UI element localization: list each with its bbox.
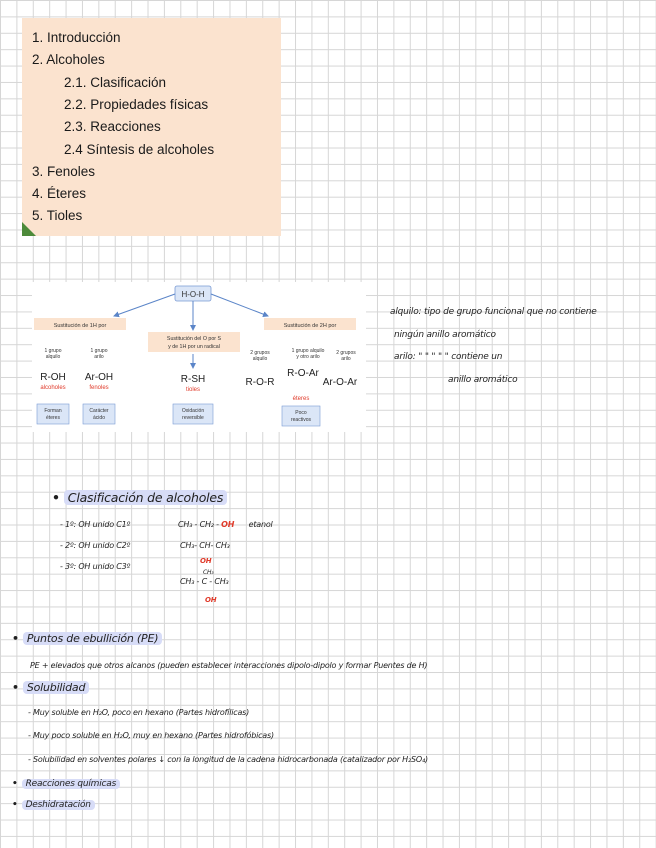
svg-text:y otro arilo: y otro arilo bbox=[296, 354, 320, 360]
note-arilo-cont: anillo aromático bbox=[448, 375, 518, 385]
svg-text:2 grupos: 2 grupos bbox=[250, 350, 270, 356]
ether-note-box bbox=[282, 406, 320, 426]
section-title-clasificacion: • Clasificación de alcoholes bbox=[52, 490, 227, 505]
svg-text:1 grupo: 1 grupo bbox=[44, 348, 62, 354]
note-alquilo: alquilo: tipo de grupo funcional que no contiene bbox=[390, 307, 597, 317]
toc-item: 1. Introducción bbox=[32, 30, 121, 45]
solubility-line: - Solubilidad en solventes polares ↓ con la longitud de la cadena hidrocarbonada (catalizador por H₂SO₄) bbox=[28, 755, 428, 764]
thiol-note-box bbox=[173, 404, 213, 424]
svg-text:Sustitución de 1H por: Sustitución de 1H por bbox=[53, 323, 107, 329]
svg-text:1 grupo: 1 grupo bbox=[90, 348, 108, 354]
formula-ether-2: R-O-Ar bbox=[287, 368, 319, 379]
formula-alcohol: R-OH bbox=[40, 372, 66, 383]
class-row-primary: - 1º: OH unido C1º bbox=[60, 520, 131, 529]
tertiary-oh: OH bbox=[205, 596, 217, 604]
toc-item: 2.2. Propiedades físicas bbox=[64, 97, 209, 112]
svg-text:Sustitución del O por S: Sustitución del O por S bbox=[166, 336, 222, 342]
svg-text:fenoles: fenoles bbox=[89, 385, 109, 391]
secondary-oh: OH bbox=[200, 557, 212, 565]
svg-text:y de 1H por un radical: y de 1H por un radical bbox=[168, 344, 220, 350]
class-row-tertiary: - 3º: OH unido C3º bbox=[60, 562, 131, 571]
toc-item: 2.1. Clasificación bbox=[64, 75, 167, 90]
svg-text:Oxidación: Oxidación bbox=[181, 408, 205, 414]
svg-text:alquilo: alquilo bbox=[252, 356, 268, 362]
note-alquilo-cont: ningún anillo aromático bbox=[394, 330, 496, 340]
class-row-secondary: - 2º: OH unido C2º bbox=[60, 541, 131, 550]
svg-text:reactivos: reactivos bbox=[290, 417, 312, 423]
formula-ether-1: R-O-R bbox=[245, 377, 275, 388]
svg-text:ácido: ácido bbox=[93, 415, 105, 421]
tertiary-formula: CH₃ - C - CH₃ bbox=[180, 577, 229, 586]
toc-item: 2.3. Reacciones bbox=[64, 119, 161, 134]
svg-text:alcoholes: alcoholes bbox=[40, 385, 66, 391]
formula-thiol: R-SH bbox=[180, 374, 206, 385]
section-title-solubilidad: • Solubilidad bbox=[12, 681, 89, 694]
tertiary-top-ch3: CH₃ bbox=[203, 569, 214, 576]
svg-text:Sustitución de 2H por: Sustitución de 2H por bbox=[283, 323, 337, 329]
svg-text:alquilo: alquilo bbox=[45, 354, 61, 360]
svg-text:Forman: Forman bbox=[44, 408, 62, 414]
section-title-pe: • Puntos de ebullición (PE) bbox=[12, 632, 162, 645]
svg-text:Poco: Poco bbox=[295, 410, 307, 416]
svg-text:Carácter: Carácter bbox=[89, 408, 109, 414]
page-corner-fold bbox=[22, 222, 36, 236]
formula-phenol: Ar-OH bbox=[84, 372, 114, 383]
toc-item: 4. Éteres bbox=[32, 186, 87, 201]
toc-item: 2.4 Síntesis de alcoholes bbox=[64, 142, 215, 157]
primary-formula: CH₃ - CH₂ - OH etanol bbox=[178, 520, 273, 529]
svg-text:tioles: tioles bbox=[185, 387, 201, 393]
solubility-line: - Muy soluble en H₂O, poco en hexano (Partes hidrofílicas) bbox=[28, 708, 250, 717]
solubility-line: - Muy poco soluble en H₂O, muy en hexano (Partes hidrofóbicas) bbox=[28, 731, 274, 740]
alcohol-note-box bbox=[37, 404, 69, 424]
water-derivatives-diagram bbox=[32, 282, 366, 432]
svg-text:reversible: reversible bbox=[182, 415, 204, 421]
root-label: H-O-H bbox=[181, 290, 205, 299]
svg-text:arilo: arilo bbox=[94, 354, 104, 360]
toc-item: 2. Alcoholes bbox=[32, 52, 105, 67]
formula-ether-3: Ar-O-Ar bbox=[322, 377, 358, 388]
section-title-reacciones: • Reacciones químicas bbox=[12, 779, 120, 789]
phenol-note-box bbox=[83, 404, 115, 424]
section-title-deshidratacion: • Deshidratación bbox=[12, 800, 95, 810]
table-of-contents bbox=[22, 18, 281, 236]
svg-text:2 grupos: 2 grupos bbox=[336, 350, 356, 356]
svg-text:arilo: arilo bbox=[341, 356, 351, 362]
svg-text:éteres: éteres bbox=[292, 396, 310, 402]
svg-text:éteres: éteres bbox=[46, 415, 60, 421]
toc-item: 3. Fenoles bbox=[32, 164, 96, 179]
svg-text:1 grupo alquilo: 1 grupo alquilo bbox=[291, 348, 325, 354]
secondary-formula: CH₃- CH- CH₃ bbox=[180, 541, 230, 550]
note-arilo: arilo: " " " " " contiene un bbox=[394, 352, 503, 362]
toc-item: 5. Tioles bbox=[32, 208, 83, 223]
pe-text: PE + elevados que otros alcanos (pueden establecer interacciones dipolo-dipolo y formar Puentes de H) bbox=[30, 661, 428, 670]
